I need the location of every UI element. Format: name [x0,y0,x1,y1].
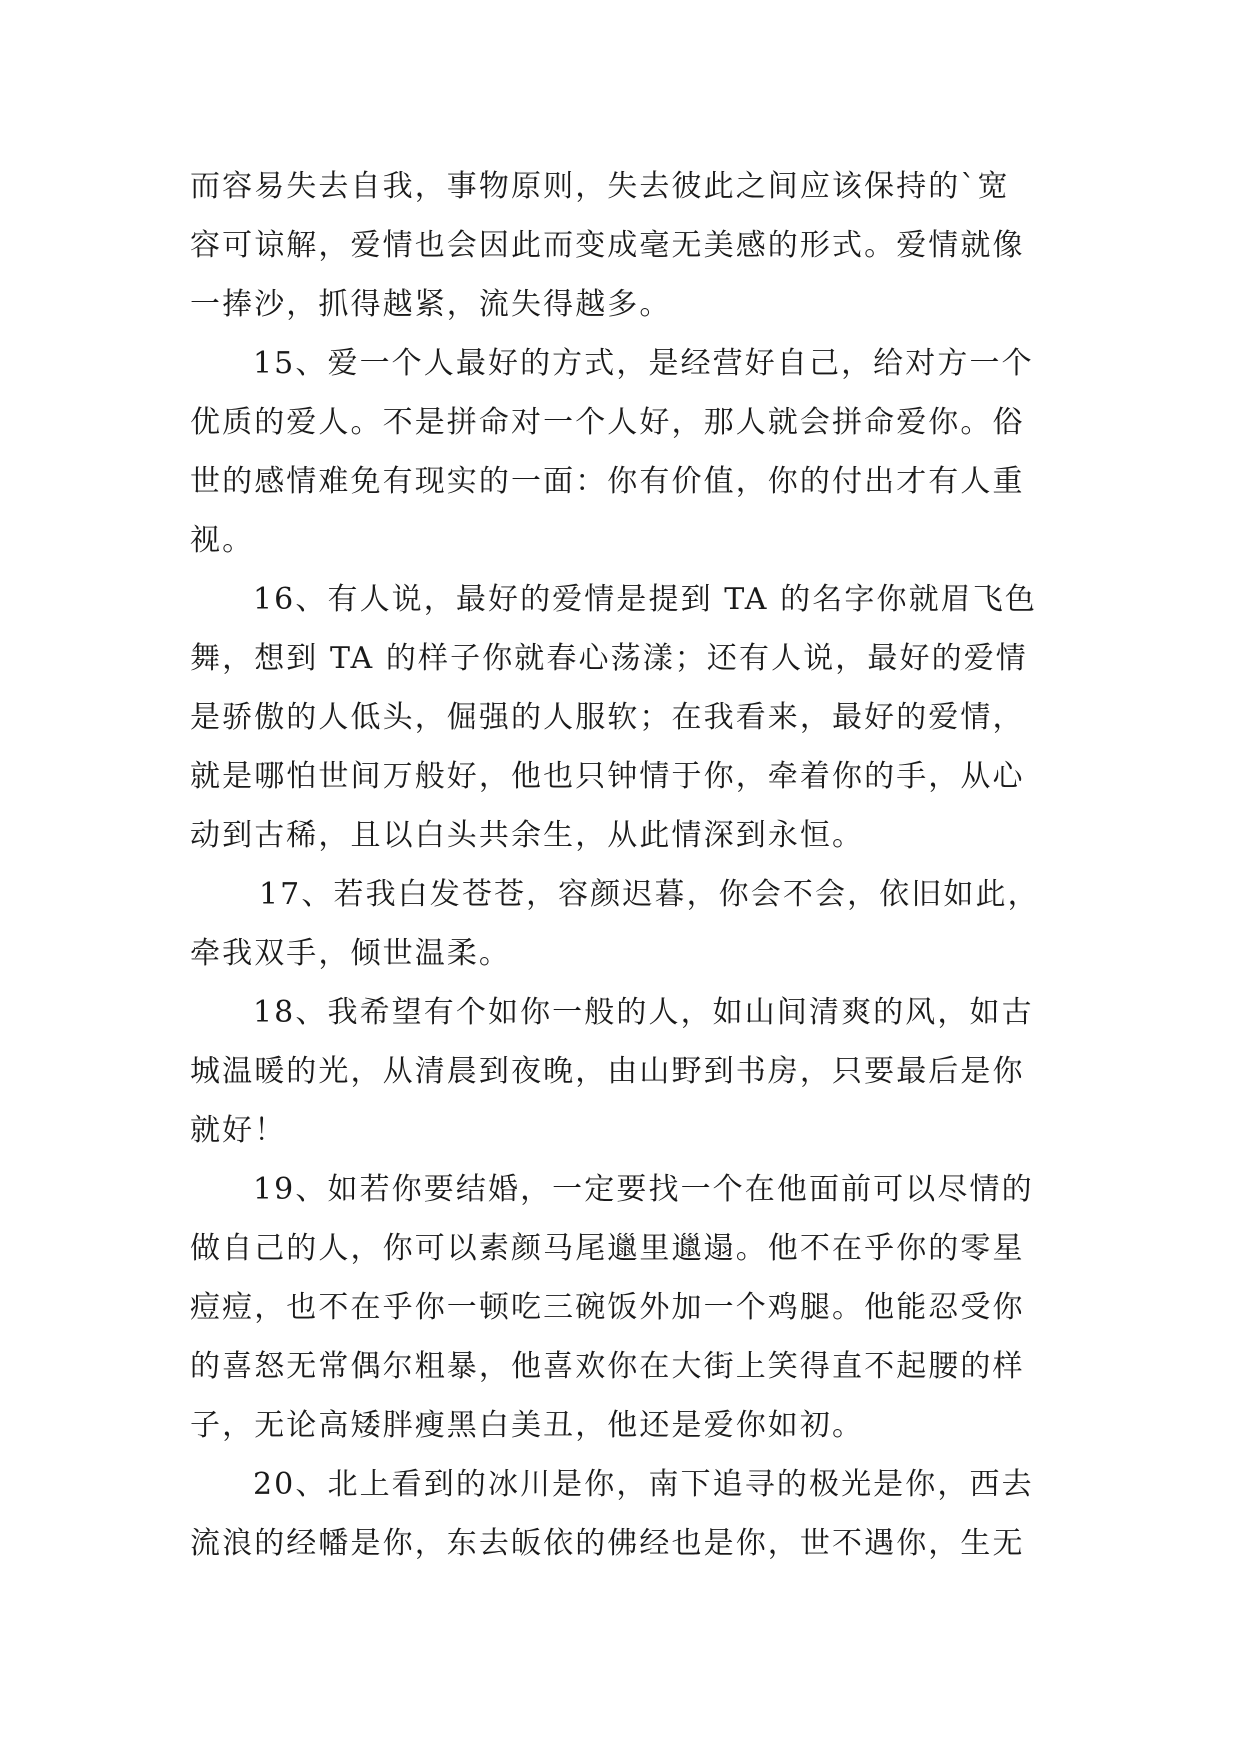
paragraph-15-start: 15、爱一个人最好的方式，是经营好自己，给对方一个 [253,346,1034,381]
text-line: 就好！ [190,1113,287,1148]
paragraph-20-start: 20、北上看到的冰川是你，南下追寻的极光是你，西去 [253,1467,1034,1502]
text-line: 流浪的经幡是你，东去皈依的佛经也是你，世不遇你，生无 [190,1526,1025,1561]
text-line: 舞，想到 TA 的样子你就春心荡漾；还有人说，最好的爱情 [190,641,1028,676]
text-line: 痘痘，也不在乎你一顿吃三碗饭外加一个鸡腿。他能忍受你 [190,1290,1025,1325]
text-line: 一捧沙，抓得越紧，流失得越多。 [190,287,672,322]
text-line: 做自己的人，你可以素颜马尾邋里邋遢。他不在乎你的零星 [190,1231,1025,1266]
text-line: 牵我双手，倾世温柔。 [190,936,511,971]
text-line: 的喜怒无常偶尔粗暴，他喜欢你在大街上笑得直不起腰的样 [190,1349,1025,1384]
paragraph-17-start: 17、若我白发苍苍，容颜迟暮，你会不会，依旧如此， [259,877,1040,912]
paragraph-18-start: 18、我希望有个如你一般的人，如山间清爽的风，如古 [253,995,1034,1030]
text-line: 子，无论高矮胖瘦黑白美丑，他还是爱你如初。 [190,1408,865,1443]
paragraph-16-start: 16、有人说，最好的爱情是提到 TA 的名字你就眉飞色 [253,582,1037,617]
text-line: 世的感情难免有现实的一面：你有价值，你的付出才有人重 [190,464,1025,499]
text-line: 而容易失去自我，事物原则，失去彼此之间应该保持的`宽 [190,169,1010,204]
text-line: 城温暖的光，从清晨到夜晚，由山野到书房，只要最后是你 [190,1054,1025,1089]
text-line: 是骄傲的人低头，倔强的人服软；在我看来，最好的爱情， [190,700,1025,735]
paragraph-19-start: 19、如若你要结婚，一定要找一个在他面前可以尽情的 [253,1172,1034,1207]
text-line: 动到古稀，且以白头共余生，从此情深到永恒。 [190,818,865,853]
text-line: 容可谅解，爱情也会因此而变成毫无美感的形式。爱情就像 [190,228,1025,263]
text-line: 就是哪怕世间万般好，他也只钟情于你，牵着你的手，从心 [190,759,1025,794]
text-line: 视。 [190,523,255,558]
text-line: 优质的爱人。不是拼命对一个人好，那人就会拼命爱你。俗 [190,405,1025,440]
